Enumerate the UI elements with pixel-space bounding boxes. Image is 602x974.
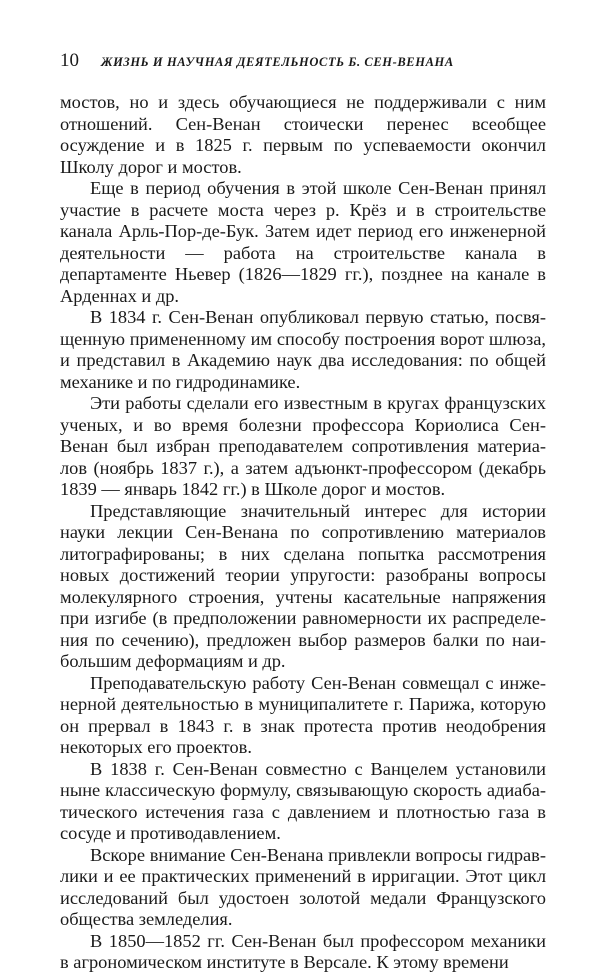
paragraph: Преподавательскую работу Сен-Венан совмещал с инженерной деятельностью в муниципалитете г. Парижа, которую он прервал в 1843 г. в знак протеста против неодобрения некоторых его проектов. <box>60 672 546 757</box>
paragraph: Вскоре внимание Сен-Венана привлекли вопросы гидравлики и ее практических применений в ирригации. Этот цикл исследований был удостоен золотой медали Французского общества земледелия. <box>60 844 546 929</box>
paragraph: В 1850—1852 гг. Сен-Венан был профессором механики в агрономическом институте в Версале. К этому времени <box>60 930 546 972</box>
paragraph: Эти работы сделали его известным в кругах французских ученых, и во время болезни профессора Кориолиса Сен-Венан был избран преподавателем сопротивления материалов (ноябрь 1837 г.), а затем адъюнкт-профессором (декабрь 1839 — январь 1842 гг.) в Школе дорог и мостов. <box>60 393 546 499</box>
paragraph: Еще в период обучения в этой школе Сен-Венан принял участие в расчете моста через р. Крёз и в строительстве канала Арль-Пор-де-Бук. Затем идет период его инженерной деятельности — работа на строительстве канала в департаменте Ньевер (1826—1829 гг.), позднее на канале в Арденнах и др. <box>60 178 546 306</box>
page-header <box>60 50 550 72</box>
paragraph: Представляющие значительный интерес для истории науки лекции Сен-Венана по сопротивлению материалов литографированы; в них сделана попытка рассмотрения новых достижений теории упругости: разобраны вопросы молекулярного строения, учтены касательные напряжения при изгибе (в предположении равномерности их распределения по сечению), предложен выбор размеров балки по наибольшим деформациям и др. <box>60 500 546 671</box>
running-title: ЖИЗНЬ И НАУЧНАЯ ДЕЯТЕЛЬНОСТЬ Б. СЕН-ВЕНАНА <box>101 55 454 69</box>
page-number: 10 <box>60 50 79 71</box>
paragraph: мостов, но и здесь обучающиеся не поддерживали с ним отношений. Сен-Венан стоически перенес всеобщее осуждение и в 1825 г. первым по успеваемости окончил Школу дорог и мостов. <box>60 92 546 177</box>
paragraph: В 1838 г. Сен-Венан совместно с Ванцелем установили ныне классическую формулу, связывающую скорость адиабатического истечения газа с давлением и плотностью газа в сосуде и противодавлением. <box>60 758 546 843</box>
paragraph: В 1834 г. Сен-Венан опубликовал первую статью, посвященную примененному им способу построения ворот шлюза, и представил в Академию наук два исследования: по общей механике и по гидродинамике. <box>60 307 546 392</box>
body-text <box>60 92 546 974</box>
